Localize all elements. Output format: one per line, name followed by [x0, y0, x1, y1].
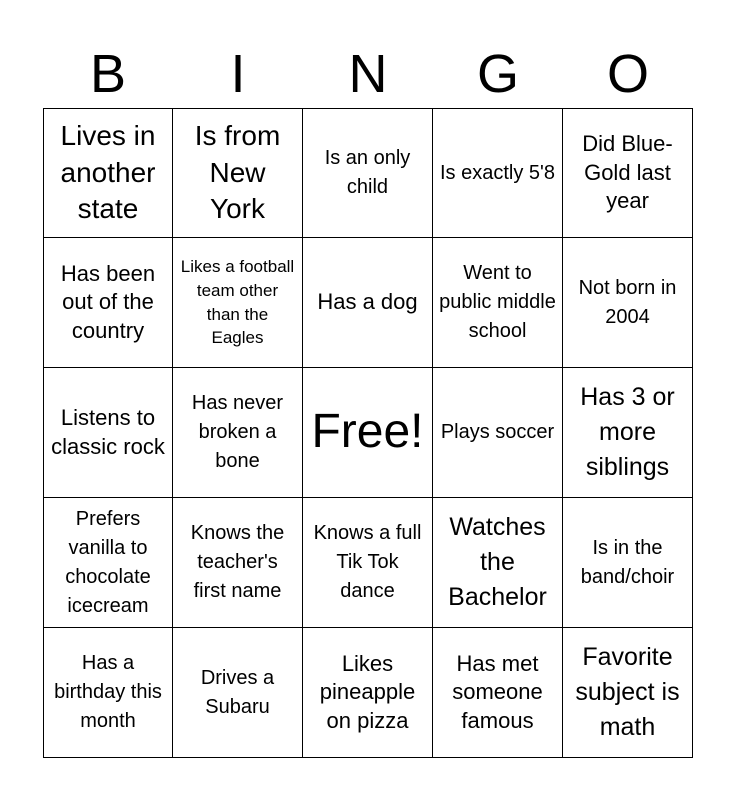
bingo-cell[interactable] [303, 108, 433, 238]
header-letter-b: B [89, 44, 127, 104]
cell-text: Has a dog [317, 289, 418, 315]
cell-text: Has been out of the country [60, 260, 156, 343]
free-space-text: Free! [311, 405, 424, 459]
cell-text: Lives in another state [60, 120, 156, 225]
cell-text: Is exactly 5'8 [440, 161, 555, 184]
cell-text: Plays soccer [440, 421, 555, 443]
bingo-cell[interactable] [303, 628, 433, 758]
cell-text: Listens to classic rock [51, 404, 165, 459]
header-letter-g: G [476, 44, 519, 104]
cell-text: Drives a Subaru [200, 666, 275, 718]
bingo-cell[interactable] [433, 108, 563, 238]
header-letter-i: I [230, 44, 246, 104]
bingo-cell[interactable] [303, 498, 433, 628]
bingo-cell[interactable] [43, 368, 173, 498]
bingo-cell[interactable] [563, 498, 693, 628]
cell-text: Knows a full Tik Tok dance [313, 522, 422, 602]
header-letter-n: N [348, 44, 388, 104]
cell-text: Prefers vanilla to chocolate icecream [65, 507, 151, 617]
bingo-cell[interactable] [303, 238, 433, 368]
bingo-cell-free[interactable] [303, 368, 433, 498]
bingo-cell[interactable] [563, 368, 693, 498]
bingo-header [43, 40, 693, 108]
cell-text: Likes pineapple on pizza [319, 650, 416, 733]
cell-text: Did Blue-Gold last year [582, 131, 673, 214]
cell-text: Went to public middle school [439, 262, 556, 342]
cell-text: Has met someone famous [452, 650, 543, 733]
bingo-cell[interactable] [433, 628, 563, 758]
cell-text: Is from New York [194, 120, 281, 225]
bingo-cell[interactable] [43, 108, 173, 238]
bingo-cell[interactable] [173, 238, 303, 368]
cell-text: Has 3 or more siblings [580, 383, 675, 481]
cell-text: Is in the band/choir [580, 536, 675, 588]
header-letter-o: O [606, 44, 649, 104]
bingo-cell[interactable] [43, 628, 173, 758]
cell-text: Favorite subject is math [575, 643, 680, 741]
cell-text: Has never broken a bone [191, 392, 284, 472]
bingo-cell[interactable] [43, 238, 173, 368]
bingo-cell[interactable] [433, 368, 563, 498]
bingo-cell[interactable] [173, 628, 303, 758]
cell-text: Not born in 2004 [578, 276, 677, 328]
bingo-cell[interactable] [173, 368, 303, 498]
cell-text: Watches the Bachelor [448, 513, 547, 611]
bingo-cell[interactable] [563, 628, 693, 758]
bingo-cell[interactable] [433, 238, 563, 368]
bingo-cell[interactable] [173, 498, 303, 628]
bingo-cell[interactable] [173, 108, 303, 238]
bingo-board [43, 108, 693, 758]
cell-text: Is an only child [324, 147, 411, 198]
cell-text: Knows the teacher's first name [190, 522, 285, 602]
cell-text: Likes a football team other than the Eagles [180, 256, 295, 348]
bingo-cell[interactable] [43, 498, 173, 628]
bingo-cell[interactable] [563, 108, 693, 238]
bingo-cell[interactable] [563, 238, 693, 368]
bingo-cell[interactable] [433, 498, 563, 628]
cell-text: Has a birthday this month [54, 652, 162, 732]
